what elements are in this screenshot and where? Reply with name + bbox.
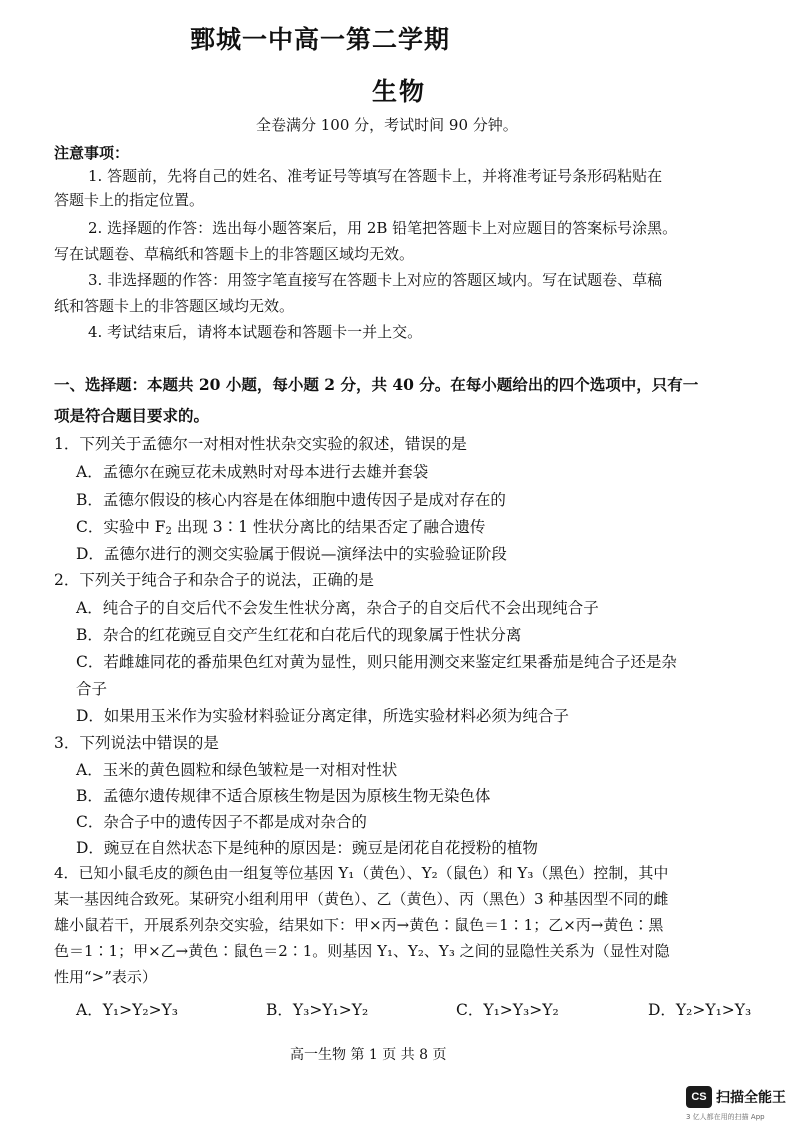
question-stem: 2．下列关于纯合子和杂合子的说法，正确的是	[54, 571, 374, 589]
watermark-tagline: 3 亿人都在用的扫描 App	[686, 1113, 765, 1121]
notice-line: 2. 选择题的作答：选出每小题答案后，用 2B 铅笔把答题卡上对应题目的答案标号涂黑。	[88, 219, 678, 237]
question-stem: 3．下列说法中错误的是	[54, 734, 219, 752]
option-c: C．若雌雄同花的番茄果色红对黄为显性，则只能用测交来鉴定红果番茄是纯合子还是杂	[76, 653, 677, 671]
question-stem: 1．下列关于孟德尔一对相对性状杂交实验的叙述，错误的是	[54, 435, 467, 453]
option-d: D．如果用玉米作为实验材料验证分离定律，所选实验材料必须为纯合子	[76, 707, 569, 725]
option-c: C．实验中 $F_2$ 出现 3∶1 性状分离比的结果否定了融合遗传	[76, 518, 486, 537]
section-heading: 项是符合题目要求的。	[54, 406, 210, 425]
question-stem: 性用“>”表示）	[54, 968, 157, 986]
question-stem: 雄小鼠若干，开展系列杂交实验，结果如下：甲×丙→黄色∶鼠色＝1∶1；乙×丙→黄色∶黑	[54, 916, 664, 934]
question-stem: 某一基因纯合致死。某研究小组利用甲（黄色）、乙（黄色）、丙（黑色）3 种基因型不同的雌	[54, 890, 669, 908]
section-heading: 一、选择题：本题共 20 小题，每小题 2 分，共 40 分。在每小题给出的四个选项中，只有一	[54, 375, 699, 394]
notice-line: 答题卡上的指定位置。	[54, 191, 205, 209]
subject-title: 生物	[372, 77, 427, 106]
option-a: A．纯合子的自交后代不会发生性状分离，杂合子的自交后代不会出现纯合子	[76, 599, 599, 617]
option-d: D．Y₂>Y₁>Y₃	[648, 1001, 752, 1019]
option-c: C．Y₁>Y₃>Y₂	[456, 1001, 559, 1019]
watermark-name: 扫描全能王	[716, 1090, 786, 1106]
notice-title: 注意事项：	[54, 144, 130, 162]
option-b: B．孟德尔遗传规律不适合原核生物是因为原核生物无染色体	[76, 787, 491, 805]
notice-line: 纸和答题卡上的非答题区域均无效。	[54, 297, 295, 315]
notice-line: 1. 答题前，先将自己的姓名、准考证号等填写在答题卡上，并将准考证号条形码粘贴在	[88, 167, 663, 185]
question-stem: 色＝1∶1；甲×乙→黄色∶鼠色＝2∶1。则基因 Y₁、Y₂、Y₃ 之间的显隐性关系为（显性对隐	[54, 942, 670, 960]
camscanner-logo-icon: CS	[686, 1086, 712, 1108]
option-d: D．孟德尔进行的测交实验属于假说—演绎法中的实验验证阶段	[76, 545, 507, 563]
option-b: B．Y₃>Y₁>Y₂	[266, 1001, 369, 1019]
option-d: D．豌豆在自然状态下是纯种的原因是：豌豆是闭花自花授粉的植物	[76, 839, 538, 857]
option-a: A．玉米的黄色圆粒和绿色皱粒是一对相对性状	[76, 761, 398, 779]
notice-line: 写在试题卷、草稿纸和答题卡上的非答题区域均无效。	[54, 245, 415, 263]
notice-line: 3. 非选择题的作答：用签字笔直接写在答题卡上对应的答题区域内。写在试题卷、草稿	[88, 271, 663, 289]
page-footer: 高一生物 第 1 页 共 8 页	[290, 1047, 447, 1063]
option-a: A．Y₁>Y₂>Y₃	[76, 1001, 179, 1019]
scanner-watermark	[686, 1086, 796, 1126]
option-b: B．孟德尔假设的核心内容是在体细胞中遗传因子是成对存在的	[76, 491, 506, 509]
exam-title: 鄄城一中高一第二学期	[190, 25, 451, 54]
option-c-continued: 合子	[76, 680, 108, 698]
option-a: A．孟德尔在豌豆花未成熟时对母本进行去雄并套袋	[76, 463, 429, 481]
exam-subtitle: 全卷满分 100 分，考试时间 90 分钟。	[256, 116, 518, 134]
option-c: C．杂合子中的遗传因子不都是成对杂合的	[76, 813, 367, 831]
option-b: B．杂合的红花豌豆自交产生红花和白花后代的现象属于性状分离	[76, 626, 522, 644]
question-stem: 4．已知小鼠毛皮的颜色由一组复等位基因 Y₁（黄色）、Y₂（鼠色）和 Y₃（黑色）控制，其中	[54, 864, 669, 882]
notice-line: 4. 考试结束后，请将本试题卷和答题卡一并上交。	[88, 323, 423, 341]
